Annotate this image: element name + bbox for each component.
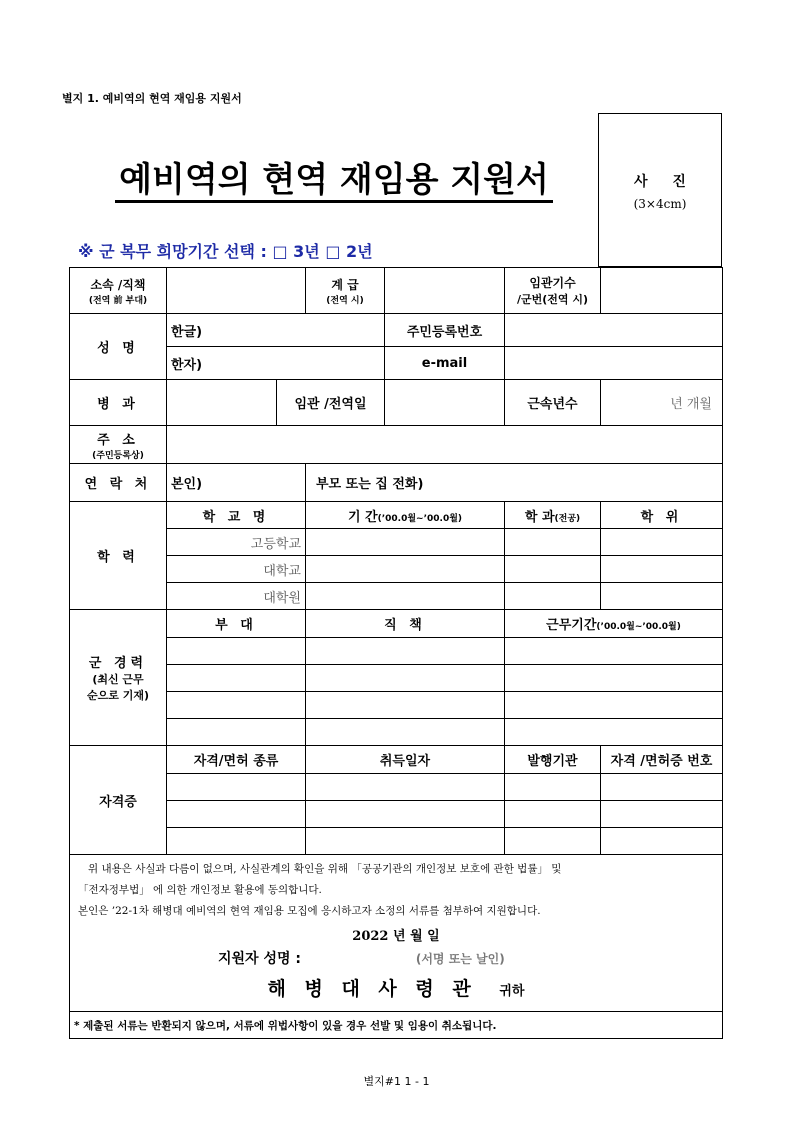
mil-period-field[interactable] [505, 638, 723, 665]
application-date: 2022 년 월 일 [352, 929, 440, 944]
service-dates-label: 임관 /전역일 [277, 380, 385, 426]
edu-major-field[interactable] [505, 583, 601, 610]
service-years-field[interactable]: 년 개월 [601, 380, 723, 426]
resident-id-field[interactable] [505, 314, 723, 347]
address-field[interactable] [167, 426, 723, 464]
contact-self-field[interactable]: 본인) [167, 464, 306, 502]
photo-label: 사 진 [634, 174, 696, 190]
lic-header-issuer: 발행기관 [505, 746, 601, 774]
military-career-label: 군 경력 (최신 근무 순으로 기재) [70, 610, 167, 746]
edu-row-college: 대학교 [167, 556, 306, 583]
service-dates-field[interactable] [385, 380, 505, 426]
lic-type-field[interactable] [167, 774, 306, 801]
lic-header-number: 자격 /면허증 번호 [601, 746, 723, 774]
edu-header-school: 학 교 명 [167, 502, 306, 529]
agreement-section: 위 내용은 사실과 다름이 없으며, 사실관계의 확인을 위해 「공공기관의 개인정보 보호에 관한 법률」 및 「전자정부법」 에 의한 개인정보 활용에 동의합니다. 본인은 ’22-1차 해병대 예비역의 현역 재임용 모집에 응시하고자 소정의 서류를 첨부하여 지원합니다. 2022 년 월 일 지원자 성명 : (서명 또는 날인) 해 병 대 사 령 관 귀하 [70, 855, 723, 1012]
lic-date-field[interactable] [306, 828, 505, 855]
branch-label: 병 과 [70, 380, 167, 426]
edu-row-highschool: 고등학교 [167, 529, 306, 556]
contact-label: 연 락 처 [70, 464, 167, 502]
mil-unit-field[interactable] [167, 719, 306, 746]
contact-parents-field[interactable]: 부모 또는 집 전화) [306, 464, 723, 502]
mil-position-field[interactable] [306, 638, 505, 665]
lic-number-field[interactable] [601, 828, 723, 855]
application-form-table [69, 267, 723, 1039]
service-years-label: 근속년수 [505, 380, 601, 426]
notice: * 제출된 서류는 반환되지 않으며, 서류에 위법사항이 있을 경우 선발 및 임용이 취소됩니다. [70, 1012, 723, 1039]
edu-period-field[interactable] [306, 556, 505, 583]
mil-position-field[interactable] [306, 692, 505, 719]
lic-issuer-field[interactable] [505, 774, 601, 801]
license-label: 자격증 [70, 746, 167, 855]
name-label: 성 명 [70, 314, 167, 380]
edu-major-field[interactable] [505, 529, 601, 556]
service-period-selection[interactable]: ※ 군 복무 희망기간 선택 : □ 3년 □ 2년 [78, 242, 373, 261]
lic-issuer-field[interactable] [505, 801, 601, 828]
lic-date-field[interactable] [306, 801, 505, 828]
mil-unit-field[interactable] [167, 692, 306, 719]
name-hanja-field[interactable]: 한자) [167, 347, 385, 380]
mil-period-field[interactable] [505, 665, 723, 692]
affiliation-field[interactable] [167, 268, 306, 314]
photo-box[interactable] [598, 113, 722, 267]
edu-header-major: 학 과(전공) [505, 502, 601, 529]
edu-degree-field[interactable] [601, 529, 723, 556]
commission-label: 임관기수 /군번(전역 시) [505, 268, 601, 314]
address-label: 주 소 (주민등록상) [70, 426, 167, 464]
edu-degree-field[interactable] [601, 583, 723, 610]
edu-header-degree: 학 위 [601, 502, 723, 529]
lic-header-type: 자격/면허 종류 [167, 746, 306, 774]
form-title: 예비역의 현역 재임용 지원서 [70, 152, 598, 201]
edu-header-period: 기 간(’00.0월~’00.0월) [306, 502, 505, 529]
mil-unit-field[interactable] [167, 638, 306, 665]
affiliation-label: 소속 /직책 (전역 前 부대) [70, 268, 167, 314]
edu-row-gradschool: 대학원 [167, 583, 306, 610]
commission-field[interactable] [601, 268, 723, 314]
page-footer: 별지#1 1 - 1 [363, 1075, 430, 1088]
signature-placeholder: (서명 또는 날인) [415, 952, 505, 966]
mil-header-unit: 부 대 [167, 610, 306, 638]
mil-position-field[interactable] [306, 719, 505, 746]
edu-period-field[interactable] [306, 583, 505, 610]
name-korean-field[interactable]: 한글) [167, 314, 385, 347]
email-label: e-mail [385, 347, 505, 380]
mil-period-field[interactable] [505, 692, 723, 719]
lic-date-field[interactable] [306, 774, 505, 801]
mil-period-field[interactable] [505, 719, 723, 746]
education-label: 학 력 [70, 502, 167, 610]
lic-issuer-field[interactable] [505, 828, 601, 855]
lic-number-field[interactable] [601, 801, 723, 828]
lic-header-date: 취득일자 [306, 746, 505, 774]
form-header: 별지 1. 예비역의 현역 재임용 지원서 [62, 92, 242, 105]
applicant-name-label: 지원자 성명 : [218, 951, 301, 967]
rank-label: 계 급 (전역 시) [306, 268, 385, 314]
edu-major-field[interactable] [505, 556, 601, 583]
mil-header-position: 직 책 [306, 610, 505, 638]
lic-type-field[interactable] [167, 828, 306, 855]
rank-field[interactable] [385, 268, 505, 314]
photo-size: (3×4cm) [633, 197, 687, 211]
mil-header-period: 근무기간(’00.0월~’00.0월) [505, 610, 723, 638]
recipient: 해 병 대 사 령 관 귀하 [267, 978, 525, 1000]
email-field[interactable] [505, 347, 723, 380]
mil-position-field[interactable] [306, 665, 505, 692]
resident-id-label: 주민등록번호 [385, 314, 505, 347]
lic-number-field[interactable] [601, 774, 723, 801]
edu-degree-field[interactable] [601, 556, 723, 583]
lic-type-field[interactable] [167, 801, 306, 828]
edu-period-field[interactable] [306, 529, 505, 556]
branch-field[interactable] [167, 380, 277, 426]
mil-unit-field[interactable] [167, 665, 306, 692]
